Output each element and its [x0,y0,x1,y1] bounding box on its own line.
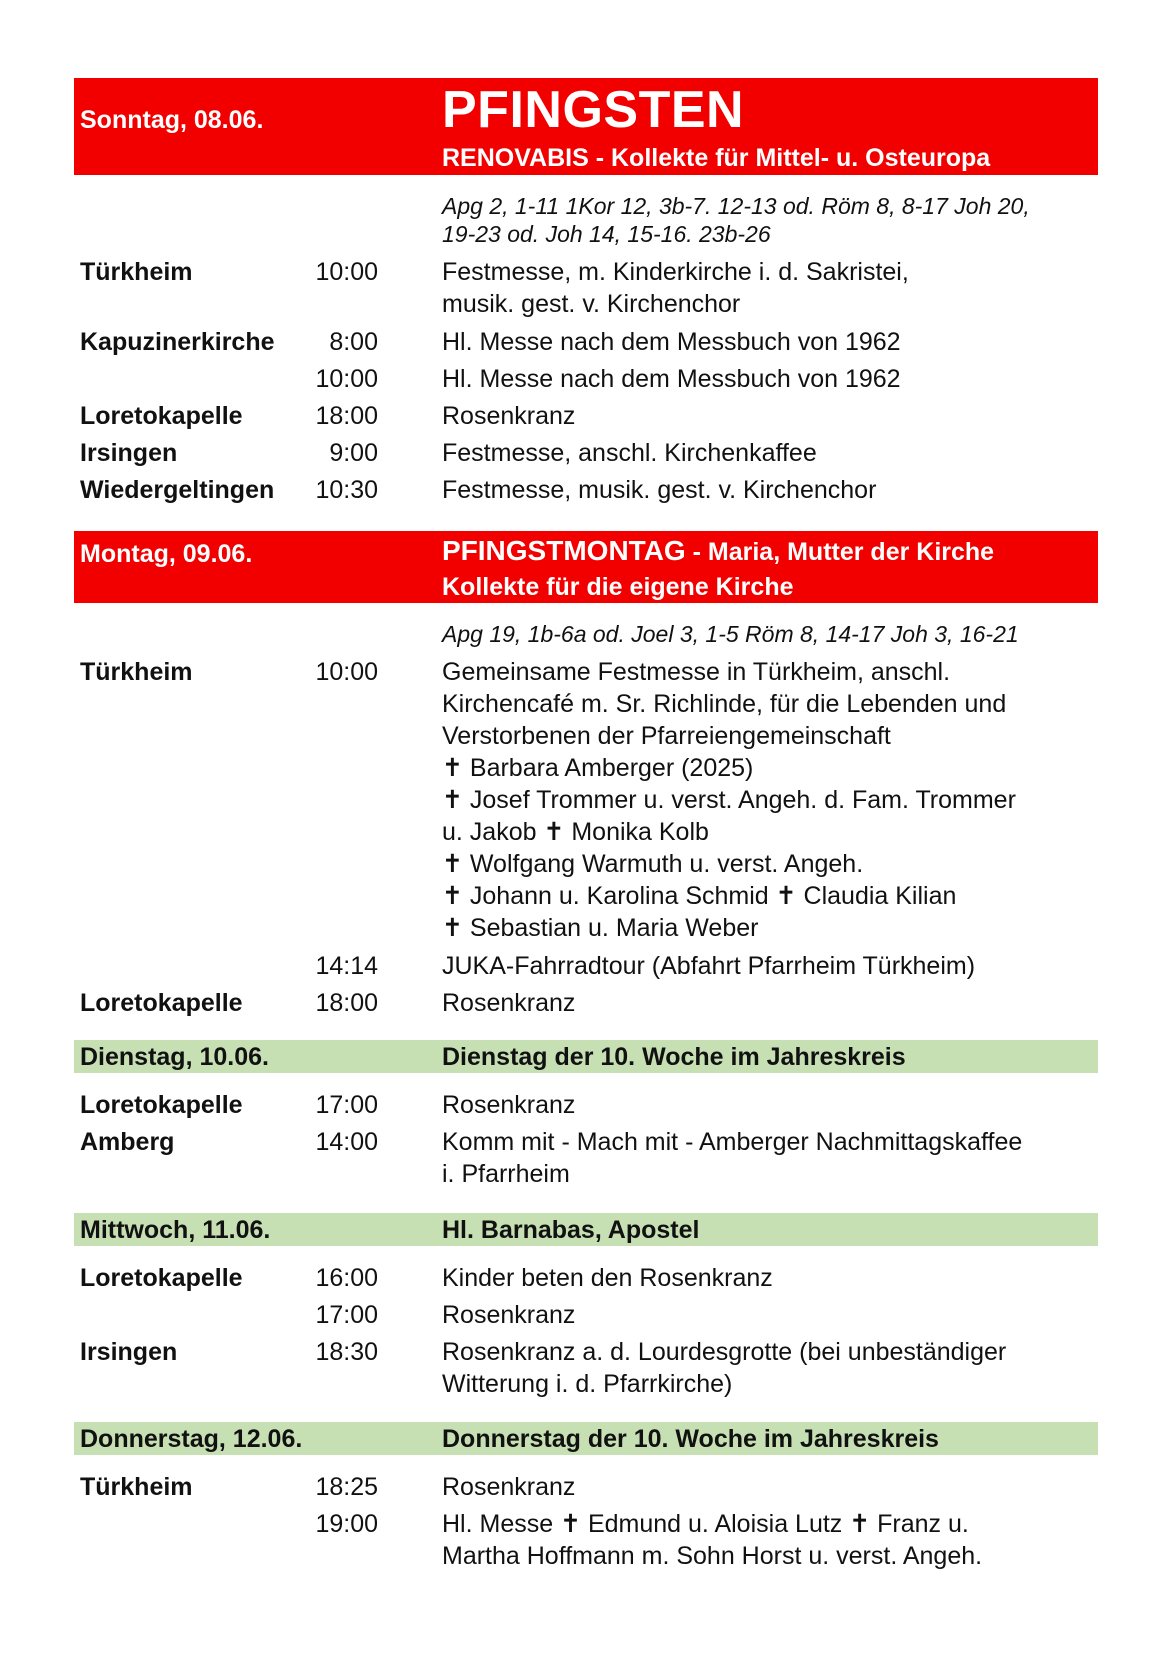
feast-title: PFINGSTEN [442,81,745,139]
event-time: 9:00 [329,439,378,467]
day-date: Sonntag, 08.06. [80,106,264,134]
event-description: JUKA-Fahrradtour (Abfahrt Pfarrheim Türkheim) [442,952,976,980]
feast-title-line [442,531,994,576]
event-time: 19:00 [315,1510,378,1538]
feast-title-suffix: - Maria, Mutter der Kirche [685,538,995,566]
event-description: Hl. Messe nach dem Messbuch von 1962 [442,365,901,393]
event-time: 8:00 [329,328,378,356]
event-location: Kapuzinerkirche [80,328,275,356]
feast-title: Hl. Barnabas, Apostel [442,1216,700,1244]
event-description: Rosenkranz [442,402,576,430]
event-time: 14:00 [315,1128,378,1156]
event-description: Rosenkranz [442,1301,576,1329]
event-time: 18:00 [315,989,378,1017]
event-description: Festmesse, musik. gest. v. Kirchenchor [442,476,877,504]
event-description: Komm mit - Mach mit - Amberger Nachmittagskaffee i. Pfarrheim [442,1128,1023,1188]
event-location: Loretokapelle [80,402,243,430]
feast-subtitle: Kollekte für die eigene Kirche [442,573,794,601]
event-location: Türkheim [80,1473,193,1501]
feast-title: Dienstag der 10. Woche im Jahreskreis [442,1043,906,1071]
feast-title: Donnerstag der 10. Woche im Jahreskreis [442,1425,939,1453]
event-time: 16:00 [315,1264,378,1292]
event-time: 10:00 [315,658,378,686]
event-time: 18:25 [315,1473,378,1501]
event-description: Rosenkranz [442,1473,576,1501]
event-location: Türkheim [80,258,193,286]
event-time: 14:14 [315,952,378,980]
event-description: Festmesse, anschl. Kirchenkaffee [442,439,817,467]
feast-subtitle: RENOVABIS - Kollekte für Mittel- u. Osteuropa [442,144,991,172]
event-time: 10:00 [315,258,378,286]
event-location: Loretokapelle [80,1264,243,1292]
day-date: Montag, 09.06. [80,540,253,568]
event-location: Amberg [80,1128,175,1156]
event-location: Loretokapelle [80,1091,243,1119]
event-description: Rosenkranz [442,1091,576,1119]
event-description: Hl. Messe nach dem Messbuch von 1962 [442,328,901,356]
event-time: 18:30 [315,1338,378,1366]
event-location: Irsingen [80,439,178,467]
day-date: Mittwoch, 11.06. [80,1216,271,1244]
scripture-readings: Apg 2, 1-11 1Kor 12, 3b-7. 12-13 od. Röm 8, 8-17 Joh 20, 19-23 od. Joh 14, 15-16. 23b-26 [442,193,1030,247]
event-description: Festmesse, m. Kinderkirche i. d. Sakristei, musik. gest. v. Kirchenchor [442,258,909,318]
event-description: Gemeinsame Festmesse in Türkheim, anschl. Kirchencafé m. Sr. Richlinde, für die Lebenden und Verstorbenen der Pfarreiengemeinschaft ✝ Barbara Amberger (2025) ✝ Josef Trommer u. verst. Angeh. d. Fam. Trommer u. Jakob ✝ Monika Kolb ✝ Wolfgang Warmuth u. verst. Angeh. ✝ Johann u. Karolina Schmid ✝ Claudia Kilian ✝ Sebastian u. Maria Weber [442,658,1016,942]
event-time: 17:00 [315,1301,378,1329]
event-time: 18:00 [315,402,378,430]
event-location: Irsingen [80,1338,178,1366]
event-time: 10:00 [315,365,378,393]
event-location: Wiedergeltingen [80,476,275,504]
scripture-readings: Apg 19, 1b-6a od. Joel 3, 1-5 Röm 8, 14-17 Joh 3, 16-21 [442,621,1019,647]
event-time: 10:30 [315,476,378,504]
event-location: Loretokapelle [80,989,243,1017]
day-date: Dienstag, 10.06. [80,1043,269,1071]
event-description: Kinder beten den Rosenkranz [442,1264,773,1292]
event-description: Rosenkranz [442,989,576,1017]
day-date: Donnerstag, 12.06. [80,1425,303,1453]
event-description: Hl. Messe ✝ Edmund u. Aloisia Lutz ✝ Franz u. Martha Hoffmann m. Sohn Horst u. verst. Angeh. [442,1510,983,1570]
event-description: Rosenkranz a. d. Lourdesgrotte (bei unbeständiger Witterung i. d. Pfarrkirche) [442,1338,1007,1398]
event-time: 17:00 [315,1091,378,1119]
feast-title: PFINGSTMONTAG [442,535,686,566]
event-location: Türkheim [80,658,193,686]
